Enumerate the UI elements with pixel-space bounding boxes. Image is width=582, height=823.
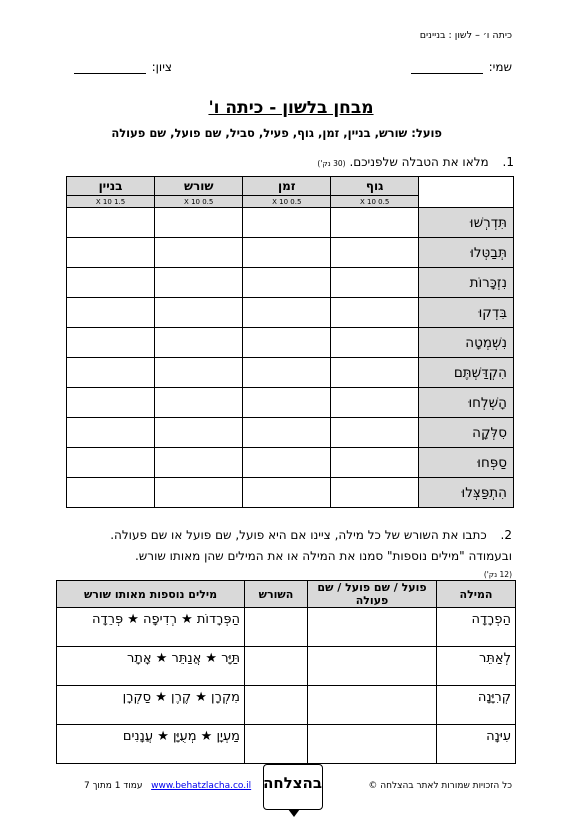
word-cell: קְרִיָּנָה (437, 686, 516, 725)
table-row (67, 388, 514, 418)
question-2-table (56, 580, 516, 764)
answer-cell[interactable] (243, 388, 331, 418)
answer-cell[interactable] (331, 328, 419, 358)
answer-cell[interactable] (308, 608, 437, 647)
question-2-points: (12 נק') (483, 570, 512, 579)
answer-cell[interactable] (67, 388, 155, 418)
answer-cell[interactable] (243, 358, 331, 388)
word-cell: בִּדְקוּ (419, 298, 514, 328)
answer-cell[interactable] (331, 358, 419, 388)
answer-cell[interactable] (67, 328, 155, 358)
table-row (67, 448, 514, 478)
student-name-field[interactable] (411, 60, 512, 74)
question-1-text: מלאו את הטבלה שלפניכם. (349, 155, 489, 169)
extra-words-cell[interactable]: הַפְּרָדוֹת ★ רְדִיפָה ★ פְּרֵדָה (57, 608, 245, 647)
column-header-root: שורש (155, 177, 243, 196)
answer-cell[interactable] (155, 208, 243, 238)
answer-cell[interactable] (155, 388, 243, 418)
speech-bubble-tail-icon (288, 809, 300, 817)
answer-cell[interactable] (67, 418, 155, 448)
column-header-tense: זמן (243, 177, 331, 196)
answer-cell[interactable] (67, 238, 155, 268)
subtitle: פועל: שורש, בניין, זמן, גוף, פעיל, סביל, שם פועל, שם פעולה (111, 126, 442, 140)
score-tense: 0.5 X 10 (243, 196, 331, 208)
extra-words-cell[interactable]: מַעְיָן ★ מְעֻיָּן ★ עֲנָנִים (57, 725, 245, 764)
extra-words-cell[interactable]: תַּיָּר ★ אֲנַתֵּר ★ אָתָר (57, 647, 245, 686)
table-header-row (67, 177, 514, 196)
word-cell: סִלְּקָה (419, 418, 514, 448)
score-person: 0.5 X 10 (331, 196, 419, 208)
logo-text: בהצלחה (263, 774, 322, 792)
answer-cell[interactable] (308, 647, 437, 686)
page-title: מבחן בלשון - כיתה ו' (208, 98, 374, 118)
site-link[interactable]: www.behatzlacha.co.il (151, 781, 252, 791)
word-cell: סַפְּחוּ (419, 448, 514, 478)
answer-cell[interactable] (243, 238, 331, 268)
word-cell: נִזְכָּרוֹת (419, 268, 514, 298)
answer-cell[interactable] (245, 725, 308, 764)
page-number: עמוד 1 מתוך 7 (84, 781, 143, 791)
question-1-points: (30 נק') (317, 159, 346, 168)
score-root: 0.5 X 10 (155, 196, 243, 208)
table-header-row (57, 581, 516, 608)
column-header-person: גוף (331, 177, 419, 196)
answer-cell[interactable] (155, 268, 243, 298)
grade-label: ציון: (151, 60, 172, 74)
answer-cell[interactable] (67, 478, 155, 508)
question-2-line-2: ובעמודה "מילים נוספות" סמנו את המילה או את המילים שהן מאותו שורש. (134, 549, 512, 563)
answer-cell[interactable] (155, 478, 243, 508)
grade-field[interactable] (74, 60, 172, 74)
table-row (67, 238, 514, 268)
answer-cell[interactable] (243, 268, 331, 298)
extra-words-cell[interactable]: מִקְרָן ★ קֶרֶן ★ סַקְרָן (57, 686, 245, 725)
score-binyan: 1.5 X 10 (67, 196, 155, 208)
name-label: שמי: (488, 60, 512, 74)
column-header-word: המילה (437, 581, 516, 608)
table-row (67, 358, 514, 388)
column-header-type: פועל / שם פועל / שם פעולה (308, 581, 437, 608)
answer-cell[interactable] (155, 448, 243, 478)
table-row (67, 328, 514, 358)
answer-cell[interactable] (308, 686, 437, 725)
answer-cell[interactable] (245, 686, 308, 725)
table-row (57, 608, 516, 647)
column-header-extra-words: מילים נוספות מאותו שורש (57, 581, 245, 608)
answer-cell[interactable] (308, 725, 437, 764)
question-2-number: 2. (500, 528, 512, 542)
answer-cell[interactable] (67, 298, 155, 328)
table-row (67, 268, 514, 298)
answer-cell[interactable] (155, 418, 243, 448)
question-2-text-1: כתבו את השורש של כל מילה, ציינו אם היא פועל, שם פועל או שם פעולה. (110, 528, 487, 542)
answer-cell[interactable] (67, 268, 155, 298)
footer-copyright: כל הזכויות שמורות לאתר בהצלחה © (368, 781, 512, 791)
answer-cell[interactable] (155, 358, 243, 388)
answer-cell[interactable] (243, 418, 331, 448)
table-row (67, 208, 514, 238)
answer-cell[interactable] (243, 448, 331, 478)
answer-cell[interactable] (331, 238, 419, 268)
column-header-root: השורש (245, 581, 308, 608)
table-row (67, 478, 514, 508)
answer-cell[interactable] (67, 208, 155, 238)
question-2-line-1 (110, 528, 512, 542)
word-cell: תְּבַטְּלוּ (419, 238, 514, 268)
word-cell: תִּדְרְשׁוּ (419, 208, 514, 238)
word-cell: לְאַתֵּר (437, 647, 516, 686)
answer-cell[interactable] (155, 328, 243, 358)
question-1-instruction (317, 155, 514, 169)
answer-cell[interactable] (155, 238, 243, 268)
word-column-header (419, 177, 514, 208)
answer-cell[interactable] (67, 358, 155, 388)
word-cell: נִשְׁמְטָה (419, 328, 514, 358)
question-1-table (66, 176, 514, 508)
answer-cell[interactable] (331, 418, 419, 448)
answer-cell[interactable] (331, 208, 419, 238)
answer-cell[interactable] (243, 328, 331, 358)
table-row (57, 725, 516, 764)
footer-left (84, 781, 251, 791)
column-header-binyan: בניין (67, 177, 155, 196)
answer-cell[interactable] (331, 388, 419, 418)
word-cell: הִתְפַּצְּלוּ (419, 478, 514, 508)
answer-cell[interactable] (243, 208, 331, 238)
answer-cell[interactable] (243, 298, 331, 328)
grade-blank-line[interactable] (74, 62, 146, 74)
answer-cell[interactable] (155, 298, 243, 328)
word-cell: עִיּנָה (437, 725, 516, 764)
table-row (67, 298, 514, 328)
answer-cell[interactable] (331, 478, 419, 508)
answer-cell[interactable] (245, 608, 308, 647)
answer-cell[interactable] (331, 298, 419, 328)
word-cell: הִקְדַּשְׁתֶּם (419, 358, 514, 388)
answer-cell[interactable] (331, 268, 419, 298)
table-row (57, 686, 516, 725)
answer-cell[interactable] (245, 647, 308, 686)
question-1-number: 1. (502, 155, 514, 169)
answer-cell[interactable] (331, 448, 419, 478)
word-cell: הָשְׁלְחוּ (419, 388, 514, 418)
behatzlacha-logo (263, 764, 323, 810)
name-blank-line[interactable] (411, 62, 483, 74)
word-cell: הַפְרָדָה (437, 608, 516, 647)
answer-cell[interactable] (243, 478, 331, 508)
table-row (67, 418, 514, 448)
class-topic-header: כיתה ו׳ – לשון : בניינים (419, 30, 512, 41)
answer-cell[interactable] (67, 448, 155, 478)
table-row (57, 647, 516, 686)
